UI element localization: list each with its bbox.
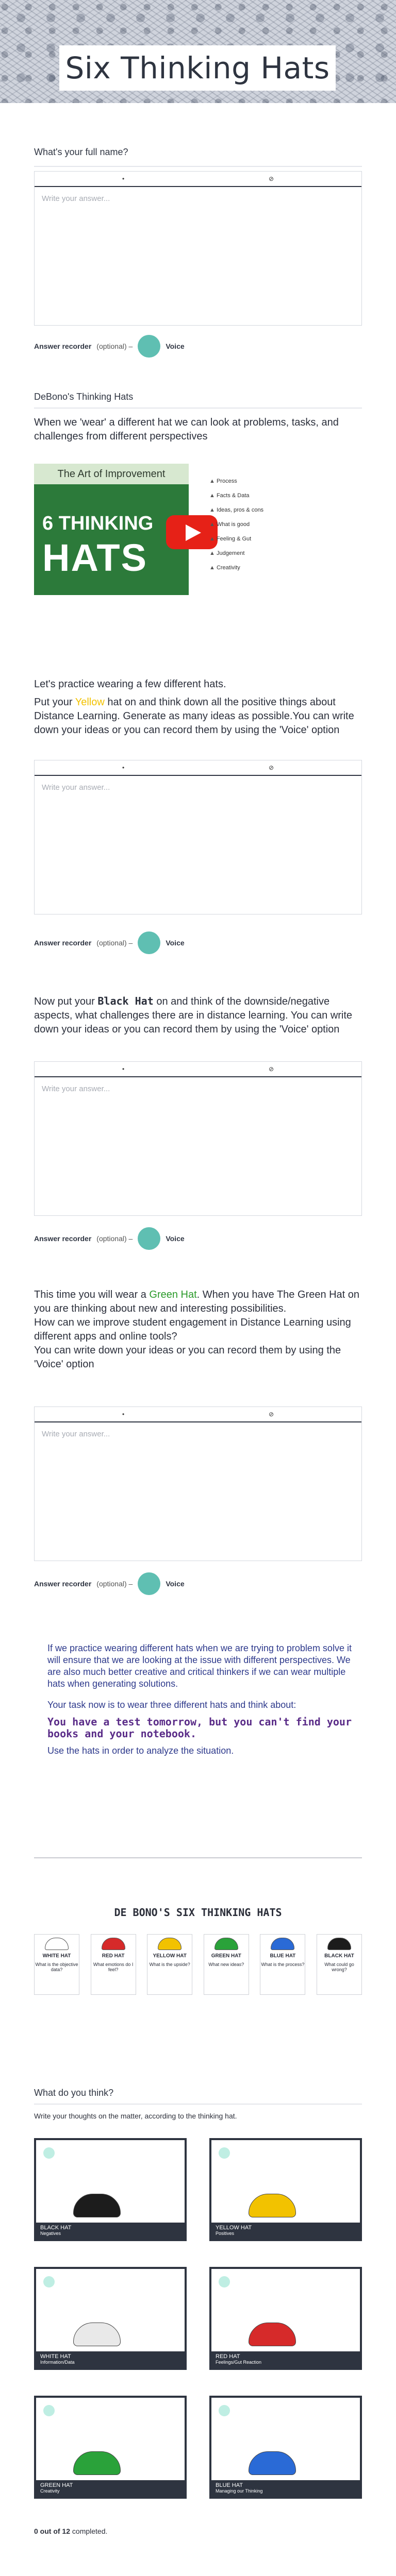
hat-caption — [36, 2480, 185, 2497]
video-thumbnail — [34, 464, 189, 595]
green-rest: . When you have The Green Hat on you are thinking about new and interesting possibilities. — [34, 1289, 360, 1314]
hat-caption-sub: Feelings/Gut Reaction — [216, 2360, 262, 2365]
green-line3: You can write down your ideas or you can record them by using the 'Voice' option — [34, 1345, 341, 1370]
video-embed[interactable] — [34, 464, 362, 595]
editor-toolbar — [35, 172, 361, 187]
status-icon — [43, 2276, 55, 2287]
voice-label: Voice — [166, 342, 185, 350]
video-band: The Art of Improvement — [34, 464, 189, 484]
video-title-line2: HATS — [42, 536, 147, 579]
hat-icon — [249, 2323, 296, 2346]
hat-caption-name: BLUE HAT — [216, 2482, 243, 2488]
q4-editor[interactable] — [34, 1406, 362, 1561]
hat-answer-box[interactable] — [34, 2138, 187, 2241]
hat-caption-sub: Negatives — [40, 2231, 61, 2236]
hat-answer-box[interactable] — [209, 2396, 362, 2499]
video-item: ▲ Creativity — [209, 561, 359, 575]
q2-input[interactable]: Write your answer... — [42, 783, 110, 792]
recorder-label: Answer recorder — [34, 1234, 92, 1243]
black-prefix: Now put your — [34, 996, 98, 1007]
link-icon[interactable]: ⊘ — [268, 1065, 274, 1073]
video-item: ▲ What is good — [209, 517, 359, 532]
black-text — [34, 994, 362, 1037]
q4-input[interactable]: Write your answer... — [42, 1430, 110, 1438]
editor-toolbar — [35, 1062, 361, 1077]
q1-label: What's your full name? — [34, 147, 128, 157]
poster-card-question: What is the process? — [261, 1962, 305, 1967]
hat-caption-sub: Creativity — [40, 2488, 60, 2494]
voice-record-icon[interactable] — [138, 1227, 160, 1250]
title-plate — [59, 45, 336, 91]
poster-card-question: What new ideas? — [208, 1962, 244, 1967]
hat-icon — [158, 1938, 182, 1950]
link-icon[interactable]: ⊘ — [268, 175, 274, 182]
recorder-optional: (optional) – — [96, 342, 133, 350]
voice-label: Voice — [166, 1580, 185, 1588]
black-hat-word: Black Hat — [97, 995, 154, 1007]
video-item: ▲ Feeling & Gut — [209, 532, 359, 546]
green-prefix: This time you will wear a — [34, 1289, 150, 1300]
hat-icon — [327, 1938, 351, 1950]
q1-editor[interactable] — [34, 171, 362, 326]
think-heading: What do you think? — [34, 2088, 114, 2098]
poster-card — [204, 1934, 249, 1995]
practice-section — [34, 677, 362, 737]
hat-caption-name: WHITE HAT — [40, 2353, 71, 2360]
link-icon[interactable]: ⊘ — [268, 764, 274, 771]
hat-icon — [45, 1938, 69, 1950]
poster-card — [34, 1934, 79, 1995]
debono-text: When we 'wear' a different hat we can look at problems, tasks, and challenges from different perspectives — [34, 417, 339, 442]
info-p4: Use the hats in order to analyze the situation. — [47, 1745, 234, 1756]
hat-answer-box[interactable] — [209, 2138, 362, 2241]
info-p3: You have a test tomorrow, but you can't find your books and your notebook. — [47, 1716, 352, 1740]
voice-label: Voice — [166, 1234, 185, 1243]
status-icon — [219, 2276, 230, 2287]
hat-caption — [211, 2223, 360, 2239]
poster-card-name: RED HAT — [102, 1953, 125, 1959]
think-section — [34, 2088, 362, 2120]
info-section — [47, 1642, 352, 1757]
header-banner — [0, 0, 396, 103]
divider — [34, 2104, 362, 2105]
hats-poster — [34, 1906, 362, 2025]
poster-card-name: BLACK HAT — [324, 1953, 354, 1959]
video-item: ▲ Judgement — [209, 546, 359, 561]
progress-count: 0 out of 12 — [34, 2527, 71, 2535]
progress-text — [34, 2527, 362, 2535]
page-title: Six Thinking Hats — [65, 50, 330, 86]
voice-label: Voice — [166, 939, 185, 947]
hat-caption-sub: Positives — [216, 2231, 235, 2236]
hat-caption — [36, 2351, 185, 2368]
hat-caption-sub: Information/Data — [40, 2360, 75, 2365]
hat-icon — [249, 2451, 296, 2475]
poster-card-question: What is the objective data? — [35, 1962, 78, 1972]
green-text — [34, 1288, 362, 1316]
q3-editor[interactable] — [34, 1061, 362, 1216]
voice-record-icon[interactable] — [138, 931, 160, 954]
video-title-line1: 6 THINKING — [42, 513, 154, 534]
hat-answer-box[interactable] — [34, 2396, 187, 2499]
hat-icon — [73, 2194, 121, 2217]
poster-card-name: WHITE HAT — [42, 1953, 71, 1959]
poster-card-question: What could go wrong? — [324, 1962, 354, 1972]
editor-toolbar — [35, 760, 361, 776]
poster-card — [91, 1934, 136, 1995]
practice-rest: hat on and think down all the positive things about Distance Learning. Generate as many ideas as possible.You can write down your ideas or you can record them by using the 'Voice' option — [34, 697, 354, 736]
q2-recorder — [34, 931, 362, 954]
black-section — [34, 994, 362, 1037]
hat-answer-box[interactable] — [209, 2267, 362, 2370]
q1-input[interactable]: Write your answer... — [42, 194, 110, 203]
poster-card — [147, 1934, 192, 1995]
poster-card-name: GREEN HAT — [211, 1953, 241, 1959]
voice-record-icon[interactable] — [138, 335, 160, 358]
hat-icon — [102, 1938, 125, 1950]
hat-caption — [211, 2351, 360, 2368]
divider — [34, 166, 362, 167]
link-icon[interactable]: ⊘ — [268, 1411, 274, 1418]
voice-record-icon[interactable] — [138, 1572, 160, 1595]
video-item: ▲ Process — [209, 474, 359, 488]
debono-section — [34, 392, 362, 444]
hat-caption-name: YELLOW HAT — [216, 2225, 252, 2231]
status-icon — [219, 2147, 230, 2159]
bullet-icon[interactable]: • — [122, 764, 125, 771]
video-item: ▲ Facts & Data — [209, 488, 359, 503]
poster-cards — [34, 1934, 362, 1995]
hat-icon — [214, 1938, 238, 1950]
video-item: ▲ Ideas, pros & cons — [209, 503, 359, 517]
recorder-label: Answer recorder — [34, 1580, 92, 1588]
think-sub: Write your thoughts on the matter, according to the thinking hat. — [34, 2112, 237, 2120]
q1-section — [34, 147, 362, 167]
editor-toolbar — [35, 1407, 361, 1422]
recorder-optional: (optional) – — [96, 1580, 133, 1588]
q2-editor[interactable] — [34, 760, 362, 914]
bullet-icon[interactable]: • — [122, 1411, 125, 1418]
poster-card-question: What is the upside? — [149, 1962, 190, 1967]
bullet-icon[interactable]: • — [122, 175, 125, 182]
video-hat-list — [209, 474, 359, 575]
divider — [34, 408, 362, 409]
poster-card-name: YELLOW HAT — [153, 1953, 187, 1959]
poster-card — [317, 1934, 362, 1995]
poster-card-question: What emotions do I feel? — [93, 1962, 134, 1972]
status-icon — [43, 2405, 55, 2416]
info-p2: Your task now is to wear three different hats and think about: — [47, 1700, 296, 1710]
q3-recorder — [34, 1227, 362, 1250]
recorder-label: Answer recorder — [34, 342, 92, 350]
info-p1: If we practice wearing different hats when we are trying to problem solve it will ensure that we are looking at the issue with different perspectives. We are also much better creative and critical thinkers if we can wear multiple hats when generating solutions. — [47, 1643, 352, 1689]
q3-input[interactable]: Write your answer... — [42, 1084, 110, 1093]
recorder-label: Answer recorder — [34, 939, 92, 947]
green-section — [34, 1288, 362, 1371]
hat-icon — [249, 2194, 296, 2217]
hat-caption-name: BLACK HAT — [40, 2225, 72, 2231]
hat-caption-name: GREEN HAT — [40, 2482, 73, 2488]
poster-title: DE BONO'S SIX THINKING HATS — [114, 1906, 282, 1919]
hat-caption-sub: Managing our Thinking — [216, 2488, 263, 2494]
black-rest: on and think of the downside/negative aspects, what challenges there are in distance learning. You can write down your ideas or you can record them by using the 'Voice' option — [34, 996, 353, 1035]
debono-heading: DeBono's Thinking Hats — [34, 392, 134, 402]
divider — [34, 1857, 362, 1858]
green-hat-word: Green Hat — [149, 1289, 197, 1300]
progress-rest: completed. — [70, 2527, 108, 2535]
practice-prefix: Put your — [34, 697, 75, 708]
q4-recorder — [34, 1572, 362, 1595]
hat-icon — [271, 1938, 294, 1950]
bullet-icon[interactable]: • — [122, 1065, 125, 1073]
status-icon — [219, 2405, 230, 2416]
poster-card — [260, 1934, 305, 1995]
recorder-optional: (optional) – — [96, 1234, 133, 1243]
hat-caption-name: RED HAT — [216, 2353, 240, 2360]
poster-card-name: BLUE HAT — [270, 1953, 296, 1959]
green-line2: How can we improve student engagement in Distance Learning using different apps and online tools? — [34, 1317, 351, 1342]
recorder-optional: (optional) – — [96, 939, 133, 947]
hat-icon — [73, 2323, 121, 2346]
yellow-word: Yellow — [75, 697, 105, 708]
q1-recorder — [34, 335, 362, 358]
practice-text — [34, 696, 362, 737]
practice-intro: Let's practice wearing a few different hats. — [34, 679, 226, 690]
status-icon — [43, 2147, 55, 2159]
hat-caption — [211, 2480, 360, 2497]
hat-icon — [73, 2451, 121, 2475]
hat-caption — [36, 2223, 185, 2239]
hat-answer-box[interactable] — [34, 2267, 187, 2370]
